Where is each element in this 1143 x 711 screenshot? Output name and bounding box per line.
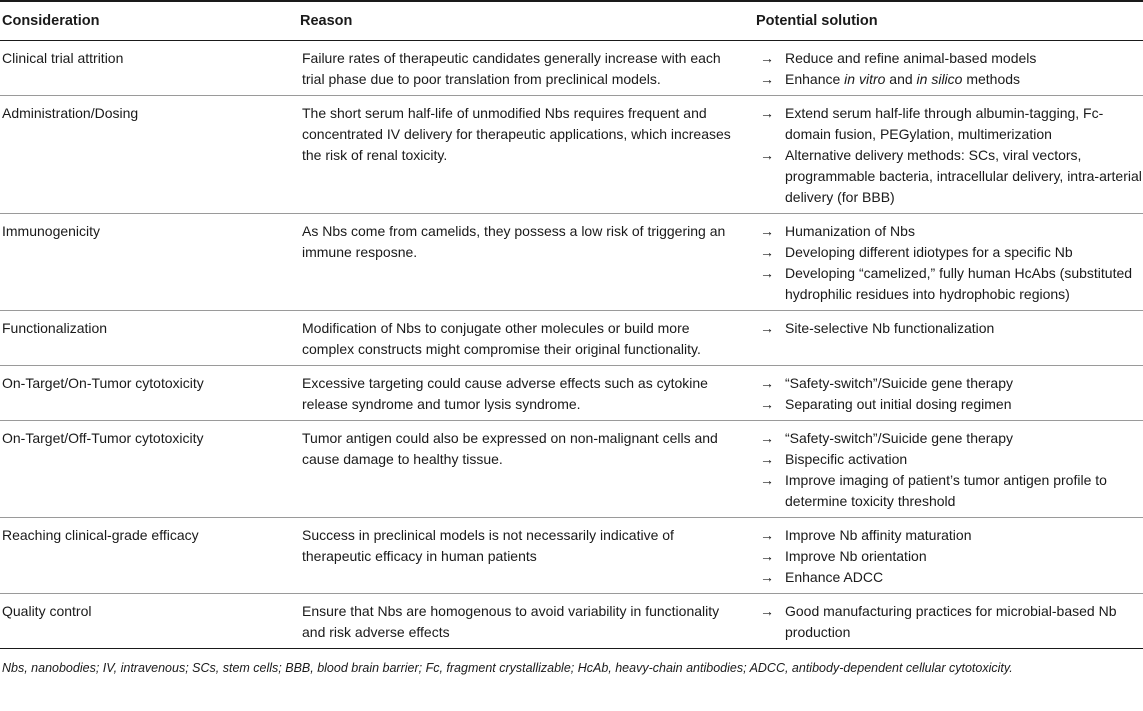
arrow-right-icon: → bbox=[760, 430, 774, 446]
header-row bbox=[0, 1, 1143, 41]
solution-item bbox=[758, 449, 1143, 470]
reason-cell: Excessive targeting could cause adverse effects such as cytokine release syndrome and tumor lysis syndrome. bbox=[300, 366, 756, 421]
solution-text: Reduce and refine animal-based models bbox=[785, 50, 1037, 66]
solution-item bbox=[758, 48, 1143, 69]
solution-text: Improve imaging of patient’s tumor antigen profile to determine toxicity threshold bbox=[785, 472, 1107, 509]
table-row bbox=[0, 366, 1143, 421]
arrow-right-icon: → bbox=[760, 396, 774, 412]
consideration-cell: Clinical trial attrition bbox=[0, 41, 300, 96]
solution-cell bbox=[756, 214, 1143, 311]
table-row bbox=[0, 96, 1143, 214]
solution-text: Separating out initial dosing regimen bbox=[785, 396, 1012, 412]
solution-item bbox=[758, 546, 1143, 567]
reason-cell: As Nbs come from camelids, they possess a low risk of triggering an immune resposne. bbox=[300, 214, 756, 311]
solution-text: Developing “camelized,” fully human HcAbs (substituted hydrophilic residues into hydrophobic regions) bbox=[785, 265, 1133, 302]
solution-item bbox=[758, 103, 1143, 145]
solution-text: Site-selective Nb functionalization bbox=[785, 320, 995, 336]
solution-item bbox=[758, 428, 1143, 449]
consideration-cell: Administration/Dosing bbox=[0, 96, 300, 214]
header-reason: Reason bbox=[300, 1, 756, 41]
arrow-right-icon: → bbox=[760, 527, 774, 543]
solution-cell bbox=[756, 41, 1143, 96]
arrow-right-icon: → bbox=[760, 375, 774, 391]
consideration-cell: Immunogenicity bbox=[0, 214, 300, 311]
arrow-right-icon: → bbox=[760, 320, 774, 336]
reason-cell: Modification of Nbs to conjugate other molecules or build more complex constructs might compromise their original functionality. bbox=[300, 311, 756, 366]
arrow-right-icon: → bbox=[760, 451, 774, 467]
solution-text: Improve Nb affinity maturation bbox=[785, 527, 972, 543]
solution-text: Humanization of Nbs bbox=[785, 223, 915, 239]
arrow-right-icon: → bbox=[760, 50, 774, 66]
arrow-right-icon: → bbox=[760, 147, 774, 163]
solution-text: “Safety-switch”/Suicide gene therapy bbox=[785, 375, 1013, 391]
arrow-right-icon: → bbox=[760, 265, 774, 281]
table-row bbox=[0, 311, 1143, 366]
arrow-right-icon: → bbox=[760, 472, 774, 488]
solution-cell bbox=[756, 421, 1143, 518]
arrow-right-icon: → bbox=[760, 569, 774, 585]
solution-item bbox=[758, 525, 1143, 546]
solution-list bbox=[758, 221, 1143, 305]
solution-item bbox=[758, 69, 1143, 90]
solution-item bbox=[758, 145, 1143, 208]
consideration-cell: On-Target/Off-Tumor cytotoxicity bbox=[0, 421, 300, 518]
solution-item bbox=[758, 373, 1143, 394]
table-row bbox=[0, 41, 1143, 96]
arrow-right-icon: → bbox=[760, 71, 774, 87]
solution-cell bbox=[756, 96, 1143, 214]
solution-cell bbox=[756, 366, 1143, 421]
solution-list bbox=[758, 103, 1143, 208]
solution-list bbox=[758, 373, 1143, 415]
table-row bbox=[0, 594, 1143, 649]
solution-item bbox=[758, 242, 1143, 263]
reason-cell: Success in preclinical models is not necessarily indicative of therapeutic efficacy in human patients bbox=[300, 518, 756, 594]
solution-text: Improve Nb orientation bbox=[785, 548, 927, 564]
solution-list bbox=[758, 428, 1143, 512]
solution-text: Enhance ADCC bbox=[785, 569, 884, 585]
consideration-cell: Functionalization bbox=[0, 311, 300, 366]
consideration-cell: Quality control bbox=[0, 594, 300, 649]
solution-list bbox=[758, 318, 1143, 339]
table-footnote: Nbs, nanobodies; IV, intravenous; SCs, stem cells; BBB, blood brain barrier; Fc, fragment crystallizable; HcAb, heavy-chain antibodies; ADCC, antibody-dependent cellular cytotoxicity. bbox=[2, 661, 1013, 675]
solution-item bbox=[758, 470, 1143, 512]
table-row bbox=[0, 421, 1143, 518]
table-row bbox=[0, 518, 1143, 594]
table-row bbox=[0, 214, 1143, 311]
table-body bbox=[0, 41, 1143, 649]
arrow-right-icon: → bbox=[760, 105, 774, 121]
solution-cell bbox=[756, 594, 1143, 649]
solution-item bbox=[758, 394, 1143, 415]
header-potential-solution: Potential solution bbox=[756, 1, 1143, 41]
solution-text: Extend serum half-life through albumin-tagging, Fc-domain fusion, PEGylation, multimerization bbox=[785, 105, 1104, 142]
header-consideration: Consideration bbox=[0, 1, 300, 41]
consideration-cell: On-Target/On-Tumor cytotoxicity bbox=[0, 366, 300, 421]
solution-text: Good manufacturing practices for microbial-based Nb production bbox=[785, 603, 1117, 640]
arrow-right-icon: → bbox=[760, 223, 774, 239]
reason-cell: Tumor antigen could also be expressed on non-malignant cells and cause damage to healthy tissue. bbox=[300, 421, 756, 518]
solution-list bbox=[758, 601, 1143, 643]
solution-text: Enhance in vitro and in silico methods bbox=[785, 71, 1021, 87]
reason-cell: Ensure that Nbs are homogenous to avoid variability in functionality and risk adverse effects bbox=[300, 594, 756, 649]
solution-text: Alternative delivery methods: SCs, viral vectors, programmable bacteria, intracellular delivery, intra-arterial delivery (for BBB) bbox=[785, 147, 1142, 205]
arrow-right-icon: → bbox=[760, 548, 774, 564]
solution-cell bbox=[756, 518, 1143, 594]
arrow-right-icon: → bbox=[760, 244, 774, 260]
reason-cell: Failure rates of therapeutic candidates generally increase with each trial phase due to poor translation from preclinical models. bbox=[300, 41, 756, 96]
consideration-cell: Reaching clinical-grade efficacy bbox=[0, 518, 300, 594]
table-header bbox=[0, 1, 1143, 41]
solution-text: “Safety-switch”/Suicide gene therapy bbox=[785, 430, 1013, 446]
solution-item bbox=[758, 601, 1143, 643]
solution-text: Developing different idiotypes for a specific Nb bbox=[785, 244, 1073, 260]
solution-item bbox=[758, 567, 1143, 588]
reason-cell: The short serum half-life of unmodified Nbs requires frequent and concentrated IV delivery for therapeutic applications, which increases the risk of renal toxicity. bbox=[300, 96, 756, 214]
solution-item bbox=[758, 263, 1143, 305]
solution-cell bbox=[756, 311, 1143, 366]
solution-text: Bispecific activation bbox=[785, 451, 908, 467]
solution-list bbox=[758, 48, 1143, 90]
solution-item bbox=[758, 221, 1143, 242]
solution-item bbox=[758, 318, 1143, 339]
arrow-right-icon: → bbox=[760, 603, 774, 619]
solution-list bbox=[758, 525, 1143, 588]
